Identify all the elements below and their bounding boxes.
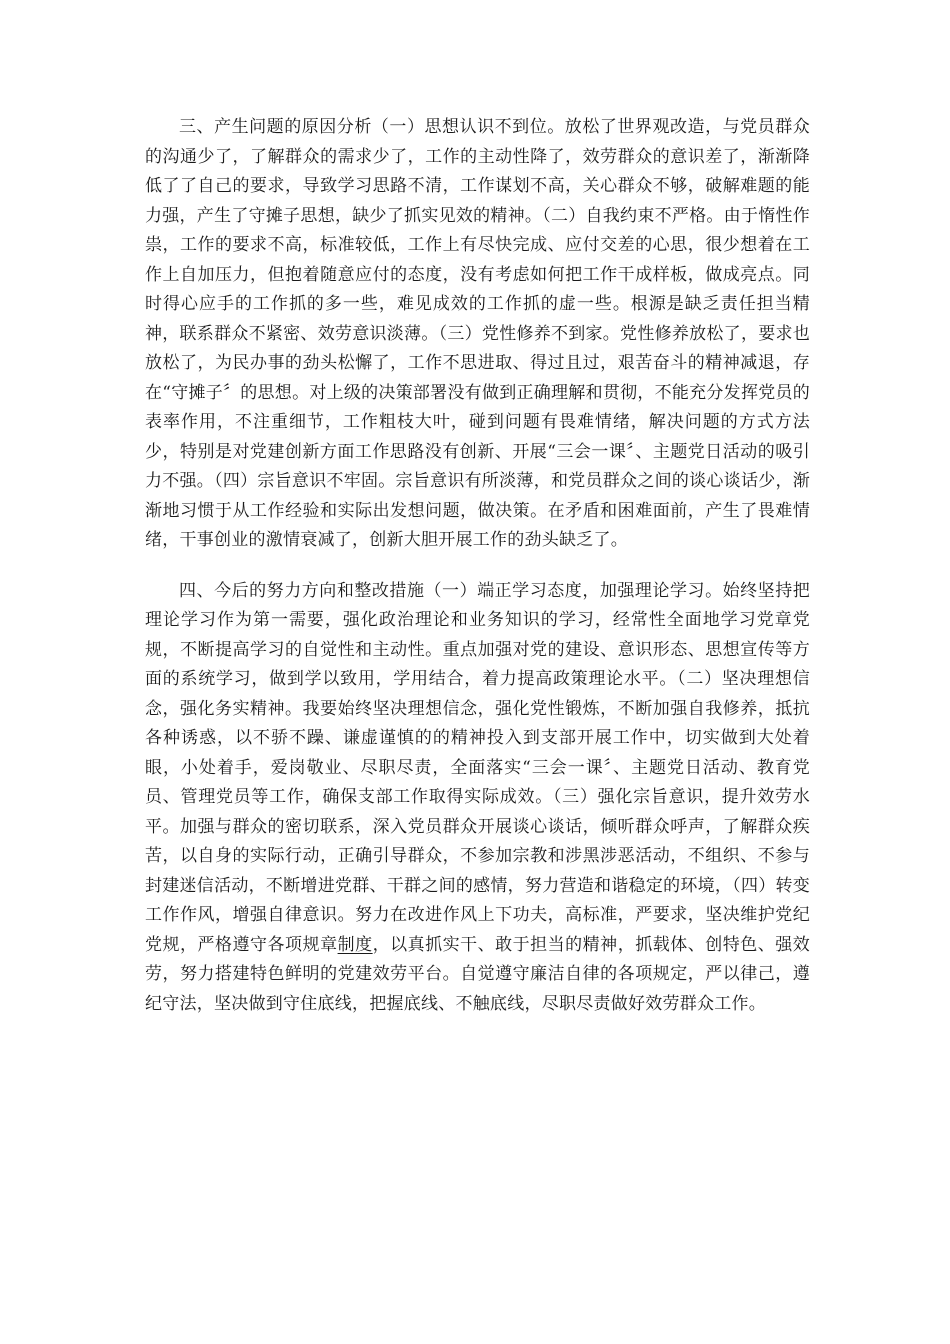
underlined-term-zhidu: 制度 [337,934,373,955]
paragraph-cause-analysis: 三、产生问题的原因分析（一）思想认识不到位。放松了世界观改造，与党员群众的沟通少了，了解群众的需求少了，工作的主动性降了，效劳群众的意识差了，渐渐降低了了自己的要求，导致学习思路不清，工作谋划不高，关心群众不够，破解难题的能力强，产生了守摊子思想，缺少了抓实见效的精神。（二）自我约束不严格。由于惰性作祟，工作的要求不高，标准较低，工作上有尽快完成、应付交差的心思，很少想着在工作上自加压力，但抱着随意应付的态度，没有考虑如何把工作干成样板，做成亮点。同时得心应手的工作抓的多一些，难见成效的工作抓的虚一些。根源是缺乏责任担当精神，联系群众不紧密、效劳意识淡薄。（三）党性修养不到家。党性修养放松了，要求也放松了，为民办事的劲头松懈了，工作不思进取、得过且过，艰苦奋斗的精神减退，存在“守摊子〞的思想。对上级的决策部署没有做到正确理解和贯彻，不能充分发挥党员的表率作用，不注重细节，工作粗枝大叶，碰到问题有畏难情绪，解决问题的方式方法少，特别是对党建创新方面工作思路没有创新、开展“三会一课〞、主题党日活动的吸引力不强。（四）宗旨意识不牢固。宗旨意识有所淡薄，和党员群众之间的谈心谈话少，渐渐地习惯于从工作经验和实际出发想问题，做决策。在矛盾和困难面前，产生了畏难情绪，干事创业的激情衰减了，创新大胆开展工作的劲头缺乏了。 [145,117,810,550]
paragraph-improvement-measures [145,577,810,1020]
paragraph-text-after: ，以真抓实干、敢于担当的精神，抓载体、创特色、强效劳，努力搭建特色鲜明的党建效劳平台。自觉遵守廉洁自律的各项规定，严以律己，遵纪守法，坚决做到守住底线，把握底线、不触底线，尽职尽责做好效劳群众工作。 [145,934,811,1014]
document-body [145,113,810,1019]
paragraph-text-before: 四、今后的努力方向和整改措施（一）端正学习态度，加强理论学习。始终坚持把理论学习作为第一需要，强化政治理论和业务知识的学习，经常性全面地学习党章党规，不断提高学习的自觉性和主动性。重点加强对党的建设、意识形态、思想宣传等方面的系统学习，做到学以致用，学用结合，着力提高政策理论水平。（二）坚决理想信念，强化务实精神。我要始终坚决理想信念，强化党性锻炼，不断加强自我修养，抵抗各种诱惑，以不骄不躁、谦虚谨慎的的精神投入到支部开展工作中，切实做到大处着眼，小处着手，爱岗敬业、尽职尽责，全面落实“三会一课〞、主题党日活动、教育党员、管理党员等工作，确保支部工作取得实际成效。（三）强化宗旨意识，提升效劳水平。加强与群众的密切联系，深入党员群众开展谈心谈话，倾听群众呼声，了解群众疾苦，以自身的实际行动，正确引导群众，不参加宗教和涉黑涉恶活动，不组织、不参与封建迷信活动，不断增进党群、干群之间的感情，努力营造和谐稳定的环境，（四）转变工作作风，增强自律意识。努力在改进作风上下功夫，高标准，严要求，坚决维护党纪党规，严格遵守各项规章 [145,580,810,955]
